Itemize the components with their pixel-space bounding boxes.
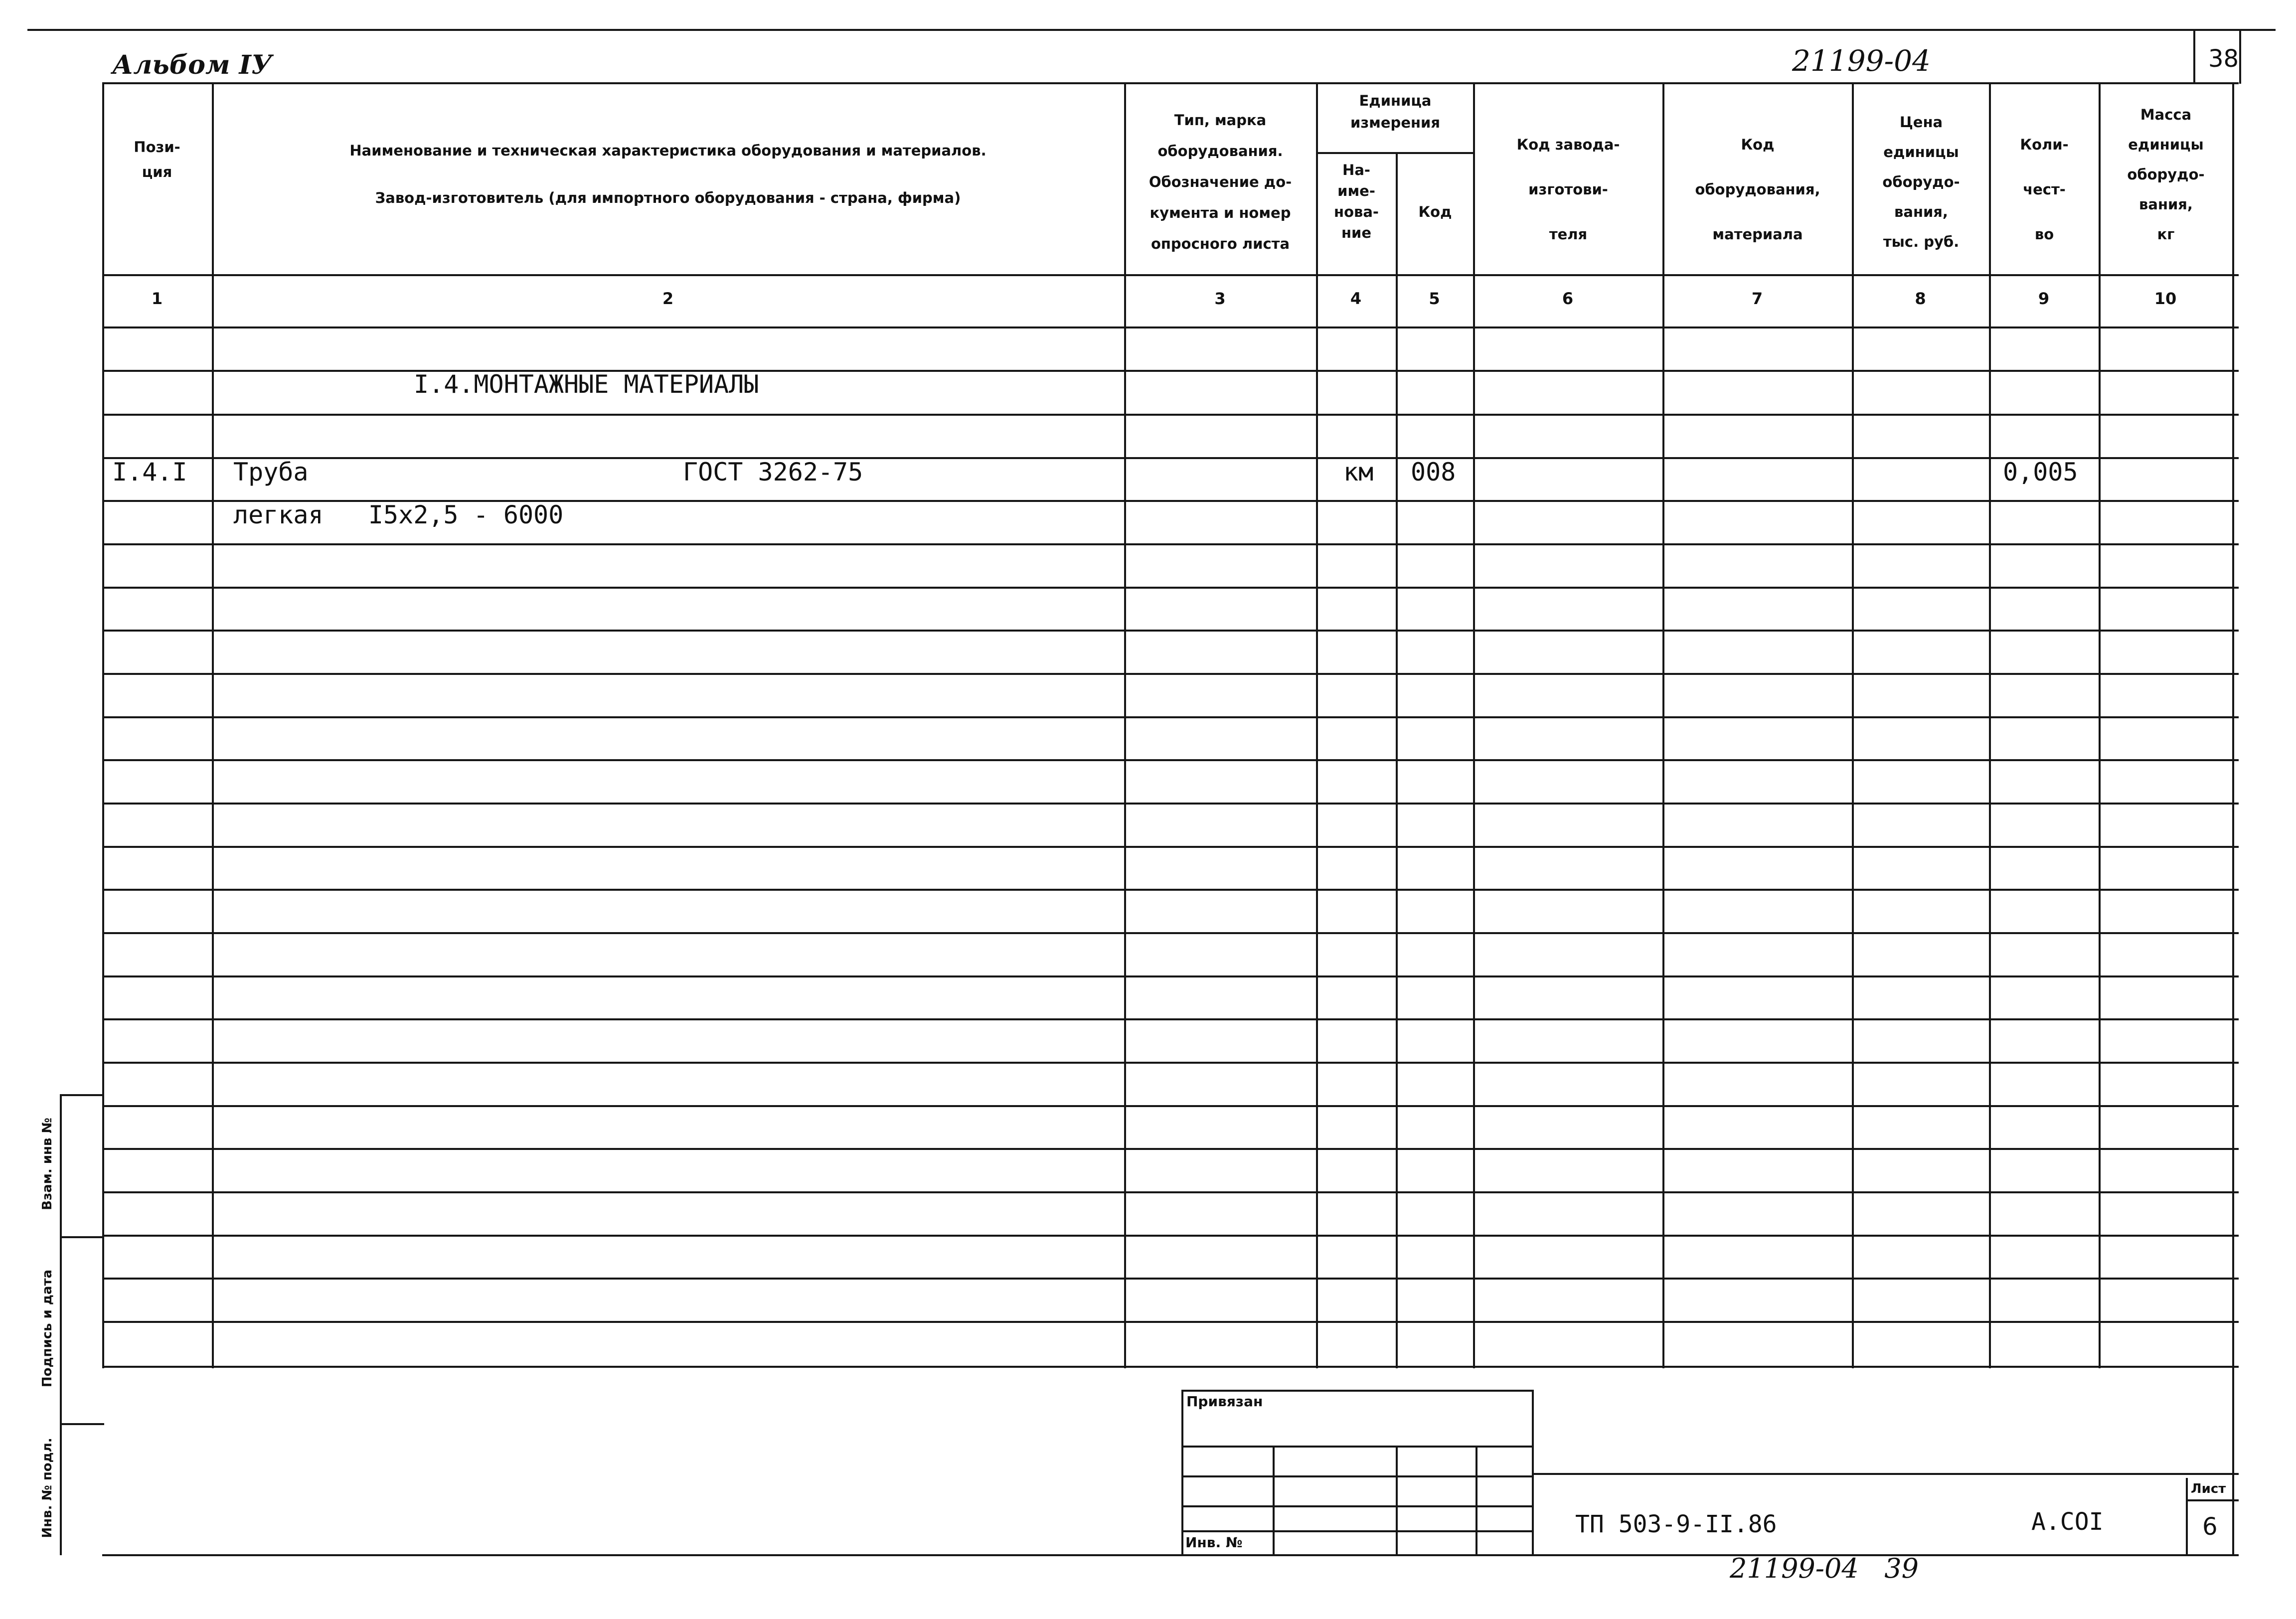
row-1-quantity: 0,005 (2003, 458, 2078, 486)
privyazan-row-1 (1181, 1446, 1533, 1448)
privyazan-top (1181, 1390, 1533, 1392)
table-top-line (102, 82, 2239, 84)
doc-code: ТП 503-9-II.86 (1575, 1510, 1777, 1538)
side-strip-left (60, 1094, 62, 1555)
col-num-2: 2 (662, 289, 674, 308)
col-line-3 (1316, 82, 1318, 1368)
col-4-title: На- име- нова- ние (1334, 162, 1379, 241)
page-number-top: 38 (2208, 45, 2239, 73)
privyazan-row-2 (1181, 1475, 1533, 1477)
row-line (102, 587, 2239, 589)
col-3-title: Тип, марка оборудования. Обозначение до- кумента и номер опросного листа (1148, 112, 1292, 252)
side-label-podpis: Подпись и дата (40, 1269, 55, 1388)
row-1-position: I.4.I (112, 458, 187, 486)
row-line (102, 889, 2239, 891)
col-num-5: 5 (1429, 289, 1440, 308)
row-line (102, 846, 2239, 848)
row-line (102, 1018, 2239, 1020)
col-line-6 (1662, 82, 1664, 1368)
row-line (102, 1062, 2239, 1064)
side-label-inv: Инв. № подл. (40, 1438, 55, 1538)
sheet-box-divider (2186, 1499, 2239, 1501)
col-line-5 (1473, 82, 1475, 1368)
side-strip-top (60, 1094, 104, 1096)
sheet-label: Лист (2191, 1481, 2226, 1496)
col-10-title: Масса единицы оборудо- вания, кг (2127, 106, 2205, 243)
top-border (27, 29, 2276, 31)
col-6-title: Код завода- изготови- теля (1516, 136, 1620, 243)
privyazan-label: Привязан (1186, 1393, 1263, 1410)
col-line-1 (212, 82, 214, 1368)
row-line (102, 1235, 2239, 1237)
side-strip-div-1 (60, 1236, 104, 1238)
row-line (102, 1191, 2239, 1193)
privyazan-col-3 (1476, 1446, 1477, 1555)
col-line-8 (1989, 82, 1991, 1368)
unit-group-title: Единица измерения (1350, 92, 1440, 131)
col-line-0 (102, 82, 104, 1368)
header-bottom-line (102, 274, 2239, 276)
page-box-divider (2193, 29, 2195, 84)
row-line (102, 803, 2239, 805)
col-line-9 (2099, 82, 2101, 1368)
section-title: I.4.МОНТАЖНЫЕ МАТЕРИАЛЫ (414, 370, 759, 399)
column-numbers-bottom-line (102, 326, 2239, 328)
row-line (102, 673, 2239, 675)
row-line (102, 975, 2239, 977)
col-num-8: 8 (1915, 289, 1926, 308)
privyazan-row-4 (1181, 1530, 1533, 1532)
col-num-10: 10 (2154, 289, 2177, 308)
row-line (102, 414, 2239, 416)
title-block-top (1533, 1473, 2239, 1475)
unit-group-divider (1316, 152, 1473, 154)
col-num-9: 9 (2038, 289, 2050, 308)
row-line (102, 630, 2239, 632)
col-9-title: Коли- чест- во (2020, 136, 2069, 243)
col-num-4: 4 (1350, 289, 1362, 308)
row-line (102, 1321, 2239, 1323)
row-line (102, 716, 2239, 718)
col-num-7: 7 (1751, 289, 1763, 308)
col-line-7 (1852, 82, 1854, 1368)
row-1-name: Труба (233, 458, 309, 486)
row-line (102, 932, 2239, 934)
row-1-unit-code: 008 (1411, 458, 1456, 486)
table-bottom-line (102, 1366, 2239, 1368)
sheet-code: А.СОI (2031, 1508, 2104, 1536)
row-line (102, 1148, 2239, 1150)
col-8-title: Цена единицы оборудо- вания, тыс. руб. (1882, 114, 1960, 250)
row-line (102, 543, 2239, 545)
col-1-title: Пози- ция (134, 139, 180, 180)
doc-number-top: 21199-04 (1792, 44, 1931, 78)
col-2-title: Наименование и техническая характеристика оборудования и материалов. Завод-изготовитель (для импортного оборудования - страна, фирма) (349, 142, 986, 206)
privyazan-col-2 (1396, 1446, 1398, 1555)
row-line (102, 1278, 2239, 1280)
row-line (102, 457, 2239, 459)
col-line-10 (2232, 82, 2234, 1368)
footer-handwritten: 21199-04 39 (1730, 1553, 1919, 1584)
privyazan-col-1 (1273, 1446, 1275, 1555)
row-line (102, 1105, 2239, 1107)
side-label-vzam: Взам. инв № (40, 1118, 55, 1210)
page-right-lower (2232, 1366, 2234, 1556)
privyazan-row-3 (1181, 1505, 1533, 1507)
col-line-2 (1124, 82, 1126, 1368)
col-num-1: 1 (151, 289, 163, 308)
col-7-title: Код оборудования, материала (1695, 136, 1820, 243)
side-strip-div-2 (60, 1423, 104, 1425)
row-2-name: легкая I5х2,5 - 6000 (233, 500, 564, 529)
row-1-standard: ГОСТ 3262-75 (683, 458, 863, 486)
sheet-number: 6 (2202, 1513, 2218, 1541)
page-box-right (2239, 29, 2241, 84)
inv-no-label: Инв. № (1185, 1534, 1243, 1551)
col-5-title: Код (1418, 203, 1452, 220)
col-num-6: 6 (1562, 289, 1574, 308)
album-label: Альбом IУ (112, 50, 273, 80)
row-1-unit-name: км (1343, 458, 1374, 486)
row-line (102, 759, 2239, 761)
col-num-3: 3 (1214, 289, 1226, 308)
sheet-box-left (2186, 1478, 2188, 1555)
